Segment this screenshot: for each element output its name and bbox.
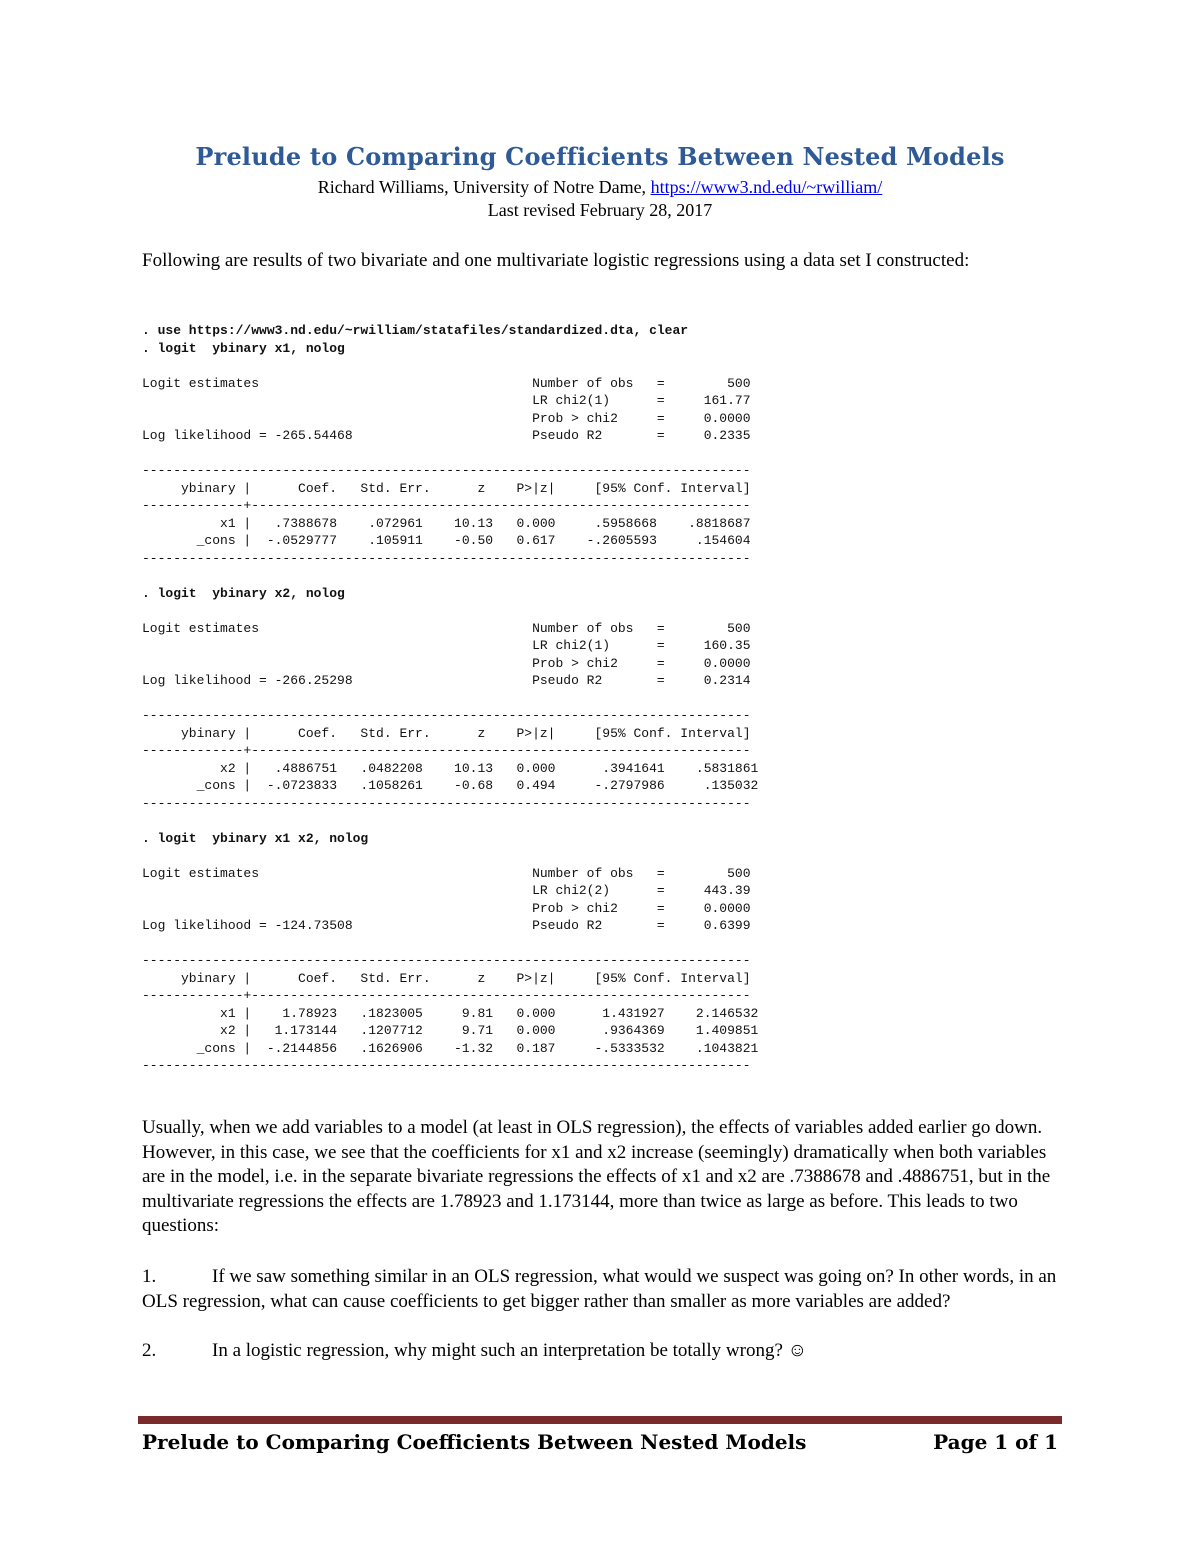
question-text: In a logistic regression, why might such an interpretation be totally wrong? ☺	[212, 1340, 808, 1361]
stata-command-use: . use https://www3.nd.edu/~rwilliam/statafiles/standardized.dta, clear	[142, 323, 689, 338]
footer-page-number: Page 1 of 1	[933, 1430, 1058, 1454]
question-1	[142, 1265, 1072, 1314]
author-text: Richard Williams, University of Notre Dame,	[317, 177, 651, 197]
author-line	[0, 177, 1200, 198]
stata-command-logit-x2: . logit ybinary x2, nolog	[142, 585, 345, 601]
stata-command-logit-x1: . logit ybinary x1, nolog	[142, 340, 345, 356]
stata-model-x2-output: Logit estimates Number of obs = 500 LR chi2(1) = 160.35 Prob > chi2 = 0.0000 Log likelihood = -266.25298 Pseudo R2 = 0.2314 ------------------------------------------------------------------------------ ybinary | Coef. Std. Err. z P>|z| [95% Conf. Interval] -------------+---------------------------------------------------------------- x2 | .4886751 .0482208 10.13 0.000 .3941641 .5831861 _cons | -.0723833 .1058261 -0.68 0.494 -.2797986 .135032 ------------------------------------------------------------------------------	[142, 620, 759, 811]
question-2	[142, 1339, 1072, 1364]
stata-command-logit-x1-x2: . logit ybinary x1 x2, nolog	[142, 830, 369, 846]
stata-model-x1-output: Logit estimates Number of obs = 500 LR chi2(1) = 161.77 Prob > chi2 = 0.0000 Log likelihood = -265.54468 Pseudo R2 = 0.2335 ------------------------------------------------------------------------------ ybinary | Coef. Std. Err. z P>|z| [95% Conf. Interval] -------------+---------------------------------------------------------------- x1 | .7388678 .072961 10.13 0.000 .5958668 .8818687 _cons | -.0529777 .105911 -0.50 0.617 -.2605593 .154604 ------------------------------------------------------------------------------	[142, 375, 751, 566]
document-title: Prelude to Comparing Coefficients Between Nested Models	[195, 142, 1005, 171]
question-text: If we saw something similar in an OLS regression, what would we suspect was going on? In other words, in an OLS regression, what can cause coefficients to get bigger rather than smaller as more variables are added?	[142, 1266, 1057, 1312]
question-number: 2.	[142, 1340, 157, 1361]
revised-date: Last revised February 28, 2017	[487, 200, 713, 220]
stata-model-x1-x2-output: Logit estimates Number of obs = 500 LR chi2(2) = 443.39 Prob > chi2 = 0.0000 Log likelihood = -124.73508 Pseudo R2 = 0.6399 ------------------------------------------------------------------------------ ybinary | Coef. Std. Err. z P>|z| [95% Conf. Interval] -------------+---------------------------------------------------------------- x1 | 1.78923 .1823005 9.81 0.000 1.431927 2.146532 x2 | 1.173144 .1207712 9.71 0.000 .9364369 1.409851 _cons | -.2144856 .1626906 -1.32 0.187 -.5333532 .1043821 ------------------------------------------------------------------------------	[142, 865, 759, 1073]
discussion-paragraph: Usually, when we add variables to a model (at least in OLS regression), the effects of variables added earlier go down. However, in this case, we see that the coefficients for x1 and x2 increase (seemingly) dramatically when both variables are in the model, i.e. in the separate bivariate regressions the effects of x1 and x2 are .7388678 and .4886751, but in the multivariate regressions the effects are 1.78923 and 1.173144, more than twice as large as before. This leads to two questions:	[142, 1117, 1051, 1236]
question-number: 1.	[142, 1266, 157, 1287]
intro-paragraph: Following are results of two bivariate and one multivariate logistic regressions using a data set I constructed:	[142, 250, 970, 271]
footer-title: Prelude to Comparing Coefficients Between Nested Models	[142, 1430, 807, 1454]
author-link[interactable]: https://www3.nd.edu/~rwilliam/	[650, 177, 883, 197]
footer-divider	[138, 1416, 1062, 1424]
stata-output	[142, 322, 758, 1075]
